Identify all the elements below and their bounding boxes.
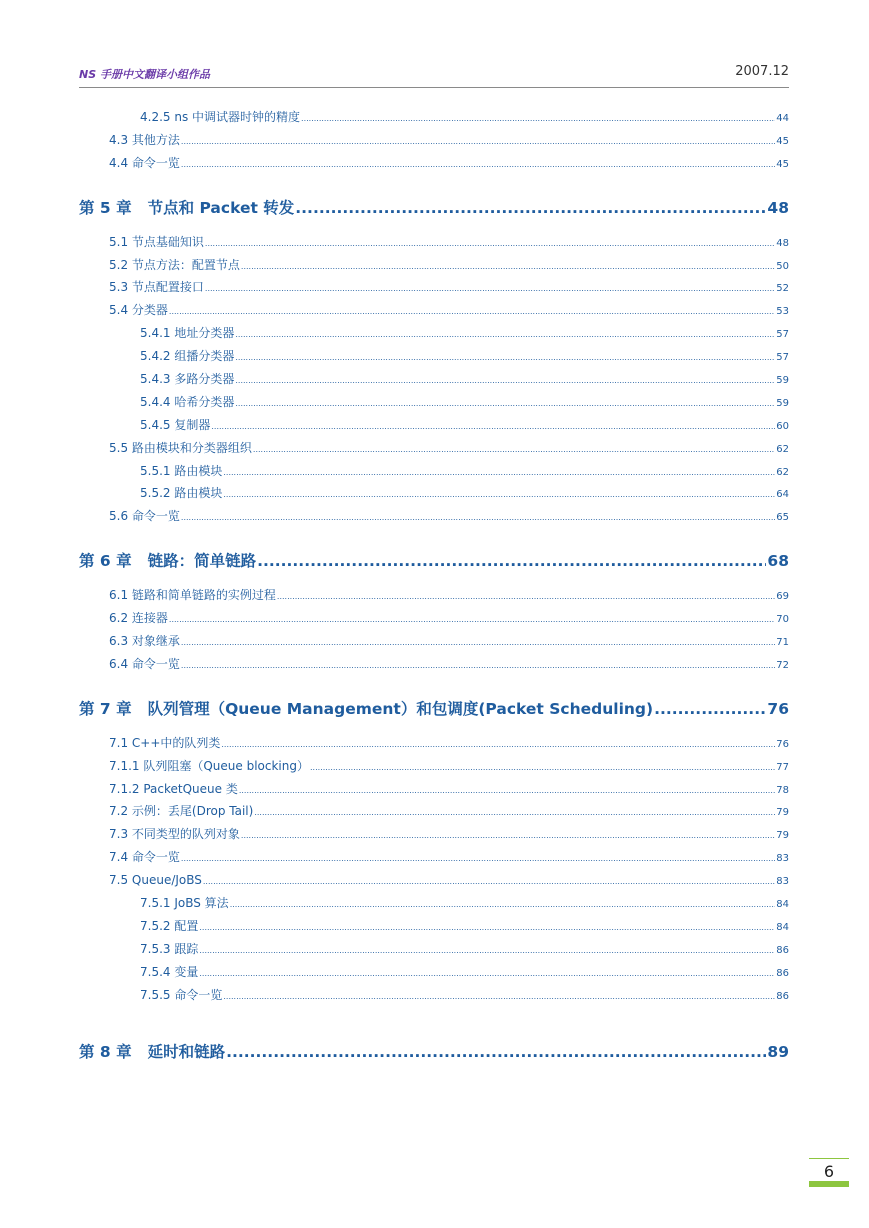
toc-entry-page: 48: [776, 237, 789, 249]
toc-chapter-6[interactable]: [79, 549, 789, 573]
dot-leader: [181, 655, 775, 676]
toc-entry[interactable]: [79, 437, 789, 460]
toc-entry[interactable]: [79, 482, 789, 505]
dot-leader: [235, 370, 775, 391]
toc-entry-title: 7.5.5 命令一览: [140, 987, 223, 1002]
toc-entry-page: 52: [776, 283, 789, 295]
toc-entry-title: 5.5 路由模块和分类器组织: [109, 440, 252, 455]
dot-leader: [654, 697, 766, 721]
chapter-number: 第 6 章: [79, 552, 132, 571]
dot-leader: [223, 462, 775, 483]
toc-entry-title: 7.5.1 JoBS 算法: [140, 896, 229, 911]
toc-entry-title: 7.5.3 跟踪: [140, 941, 199, 956]
page-number-rule: [809, 1158, 849, 1159]
dot-leader: [223, 484, 775, 505]
header-title: NS 手册中文翻译小组作品: [79, 68, 210, 81]
chapter-title: 链路：简单链路: [147, 552, 257, 571]
dot-leader: [199, 963, 775, 984]
chapter-page: 89: [767, 1042, 789, 1061]
toc-entry-page: 86: [776, 990, 789, 1002]
dot-leader: [295, 196, 766, 220]
toc-entry-title: 6.3 对象继承: [109, 634, 180, 649]
toc-entry-page: 60: [776, 420, 789, 432]
toc-entry-title: 5.4.1 地址分类器: [140, 326, 235, 341]
toc-entry-title: 5.4 分类器: [109, 303, 168, 318]
toc-entry[interactable]: [79, 152, 789, 175]
toc-entry-title: 6.1 链路和简单链路的实例过程: [109, 588, 276, 603]
toc-entry-page: 83: [776, 853, 789, 865]
dot-leader: [239, 780, 775, 801]
dot-leader: [235, 393, 775, 414]
toc-entry[interactable]: [79, 800, 789, 823]
toc-entry[interactable]: [79, 584, 789, 607]
dot-leader: [205, 278, 775, 299]
dot-leader: [181, 632, 775, 653]
toc-chapter-7[interactable]: [79, 697, 789, 721]
toc-entry-page: 71: [776, 637, 789, 649]
toc-entry-page: 86: [776, 967, 789, 979]
toc-entry-title: 7.1.1 队列阻塞（Queue blocking）: [109, 758, 309, 773]
dot-leader: [181, 154, 775, 175]
toc-entry[interactable]: [79, 231, 789, 254]
page-number-bar: [809, 1181, 849, 1187]
dot-leader: [181, 848, 775, 869]
toc-entry-title: 7.5.4 变量: [140, 964, 199, 979]
toc-entry-page: 86: [776, 944, 789, 956]
toc-entry-page: 62: [776, 466, 789, 478]
dot-leader: [181, 131, 775, 152]
page-number-box: [809, 1158, 849, 1187]
toc-entry-page: 53: [776, 306, 789, 318]
chapter-number: 第 5 章: [79, 198, 132, 217]
toc-entry-title: 7.1.2 PacketQueue 类: [109, 781, 238, 796]
toc-entry[interactable]: [79, 869, 789, 892]
toc-entry-page: 57: [776, 329, 789, 341]
toc-entry-page: 84: [776, 921, 789, 933]
chapter-number: 第 8 章: [79, 1042, 132, 1061]
toc-entry-title: 6.2 连接器: [109, 611, 168, 626]
toc-entry-page: 45: [776, 158, 789, 170]
toc-entry-page: 57: [776, 352, 789, 364]
dot-leader: [203, 871, 775, 892]
dot-leader: [301, 108, 775, 129]
toc-entry-page: 44: [776, 113, 789, 124]
toc-entry[interactable]: [79, 414, 789, 437]
toc-entry-title: 7.2 示例：丢尾(Drop Tail): [109, 804, 254, 819]
toc-entry-page: 70: [776, 614, 789, 626]
toc-chapter-8[interactable]: [79, 1040, 789, 1064]
dot-leader: [169, 609, 775, 630]
toc-entry[interactable]: [79, 254, 789, 277]
toc-chapter-5[interactable]: [79, 196, 789, 220]
toc-entry-page: 79: [776, 807, 789, 819]
toc-entry-title: 5.6 命令一览: [109, 509, 180, 524]
toc-entry-title: 4.4 命令一览: [109, 155, 180, 170]
dot-leader: [241, 825, 775, 846]
toc-entry-title: 5.1 节点基础知识: [109, 234, 204, 249]
chapter-title: 节点和 Packet 转发: [147, 198, 295, 217]
toc-entry[interactable]: [79, 299, 789, 322]
toc-entry[interactable]: [79, 823, 789, 846]
dot-leader: [253, 439, 775, 460]
toc-entry[interactable]: [79, 460, 789, 483]
toc-entry-page: 50: [776, 260, 789, 272]
toc-entry-page: 45: [776, 135, 789, 147]
toc-entry-title: 5.4.4 哈希分类器: [140, 394, 235, 409]
toc-entry[interactable]: [79, 607, 789, 630]
toc-entry-page: 76: [776, 738, 789, 750]
dot-leader: [277, 586, 775, 607]
toc-entry-page: 65: [776, 512, 789, 524]
dot-leader: [205, 233, 775, 254]
toc-entry[interactable]: [79, 755, 789, 778]
toc-entry-page: 59: [776, 397, 789, 409]
toc-entry-title: 7.5.2 配置: [140, 918, 199, 933]
toc-entry-title: 7.3 不同类型的队列对象: [109, 827, 240, 842]
toc-entry-title: 5.4.5 复制器: [140, 417, 211, 432]
toc-entry[interactable]: [79, 778, 789, 801]
toc-entry[interactable]: [79, 961, 789, 984]
toc-entry-title: 5.3 节点配置接口: [109, 280, 204, 295]
chapter-page: 76: [767, 699, 789, 718]
chapter-title: 队列管理（Queue Management）和包调度(Packet Scheduling): [147, 699, 654, 718]
chapter-title: 延时和链路: [147, 1042, 226, 1061]
toc-entry-title: 4.3 其他方法: [109, 132, 180, 147]
dot-leader: [254, 802, 775, 823]
toc-entry-page: 72: [776, 659, 789, 671]
toc-entry-title: 7.1 C++中的队列类: [109, 735, 221, 750]
dot-leader: [199, 917, 775, 938]
toc-entry-page: 79: [776, 830, 789, 842]
toc-entry[interactable]: [79, 892, 789, 915]
toc-entry[interactable]: [79, 368, 789, 391]
dot-leader: [226, 1040, 766, 1064]
toc-entry[interactable]: [79, 345, 789, 368]
dot-leader: [221, 734, 775, 755]
toc-entry-title: 5.2 节点方法：配置节点: [109, 257, 240, 272]
toc-entry-title: 5.5.1 路由模块: [140, 463, 223, 478]
toc-entry-page: 83: [776, 876, 789, 888]
toc-entry-page: 64: [776, 489, 789, 501]
toc-entry[interactable]: [79, 915, 789, 938]
toc-entry-title: 5.4.2 组播分类器: [140, 349, 235, 364]
toc-entry[interactable]: [79, 630, 789, 653]
dot-leader: [235, 324, 775, 345]
chapter-page: 48: [767, 198, 789, 217]
toc-entry-page: 62: [776, 443, 789, 455]
dot-leader: [169, 301, 775, 322]
table-of-contents: [79, 106, 789, 1064]
dot-leader: [235, 347, 775, 368]
dot-leader: [223, 986, 775, 1007]
dot-leader: [241, 256, 775, 277]
dot-leader: [257, 549, 766, 573]
dot-leader: [199, 940, 775, 961]
toc-entry-title: 4.2.5 ns 中调试器时钟的精度: [140, 110, 301, 124]
toc-entry[interactable]: [79, 846, 789, 869]
toc-entry-page: 77: [776, 761, 789, 773]
toc-entry[interactable]: [79, 505, 789, 528]
toc-entry-title: 7.5 Queue/JoBS: [109, 873, 202, 888]
dot-leader: [230, 894, 776, 915]
toc-entry[interactable]: [79, 129, 789, 152]
toc-entry[interactable]: [79, 391, 789, 414]
toc-entry-page: 69: [776, 591, 789, 603]
page-number: 6: [823, 1162, 835, 1181]
toc-entry-title: 5.4.3 多路分类器: [140, 372, 235, 387]
dot-leader: [310, 757, 775, 778]
dot-leader: [211, 416, 775, 437]
toc-entry-title: 5.5.2 路由模块: [140, 486, 223, 501]
toc-entry-page: 84: [776, 899, 789, 911]
toc-entry[interactable]: [79, 984, 789, 1007]
header-rule: [79, 87, 789, 88]
chapter-page: 68: [767, 552, 789, 571]
toc-entry-page: 78: [776, 784, 789, 796]
toc-entry[interactable]: [79, 276, 789, 299]
toc-entry-page: 59: [776, 375, 789, 387]
toc-entry[interactable]: [79, 938, 789, 961]
toc-entry[interactable]: [79, 732, 789, 755]
toc-entry[interactable]: [79, 322, 789, 345]
toc-entry-title: 7.4 命令一览: [109, 850, 180, 865]
chapter-number: 第 7 章: [79, 699, 132, 718]
header-date: 2007.12: [735, 64, 789, 79]
toc-entry[interactable]: [79, 653, 789, 676]
dot-leader: [181, 507, 775, 528]
toc-entry-title: 6.4 命令一览: [109, 656, 180, 671]
toc-entry[interactable]: [79, 106, 789, 129]
